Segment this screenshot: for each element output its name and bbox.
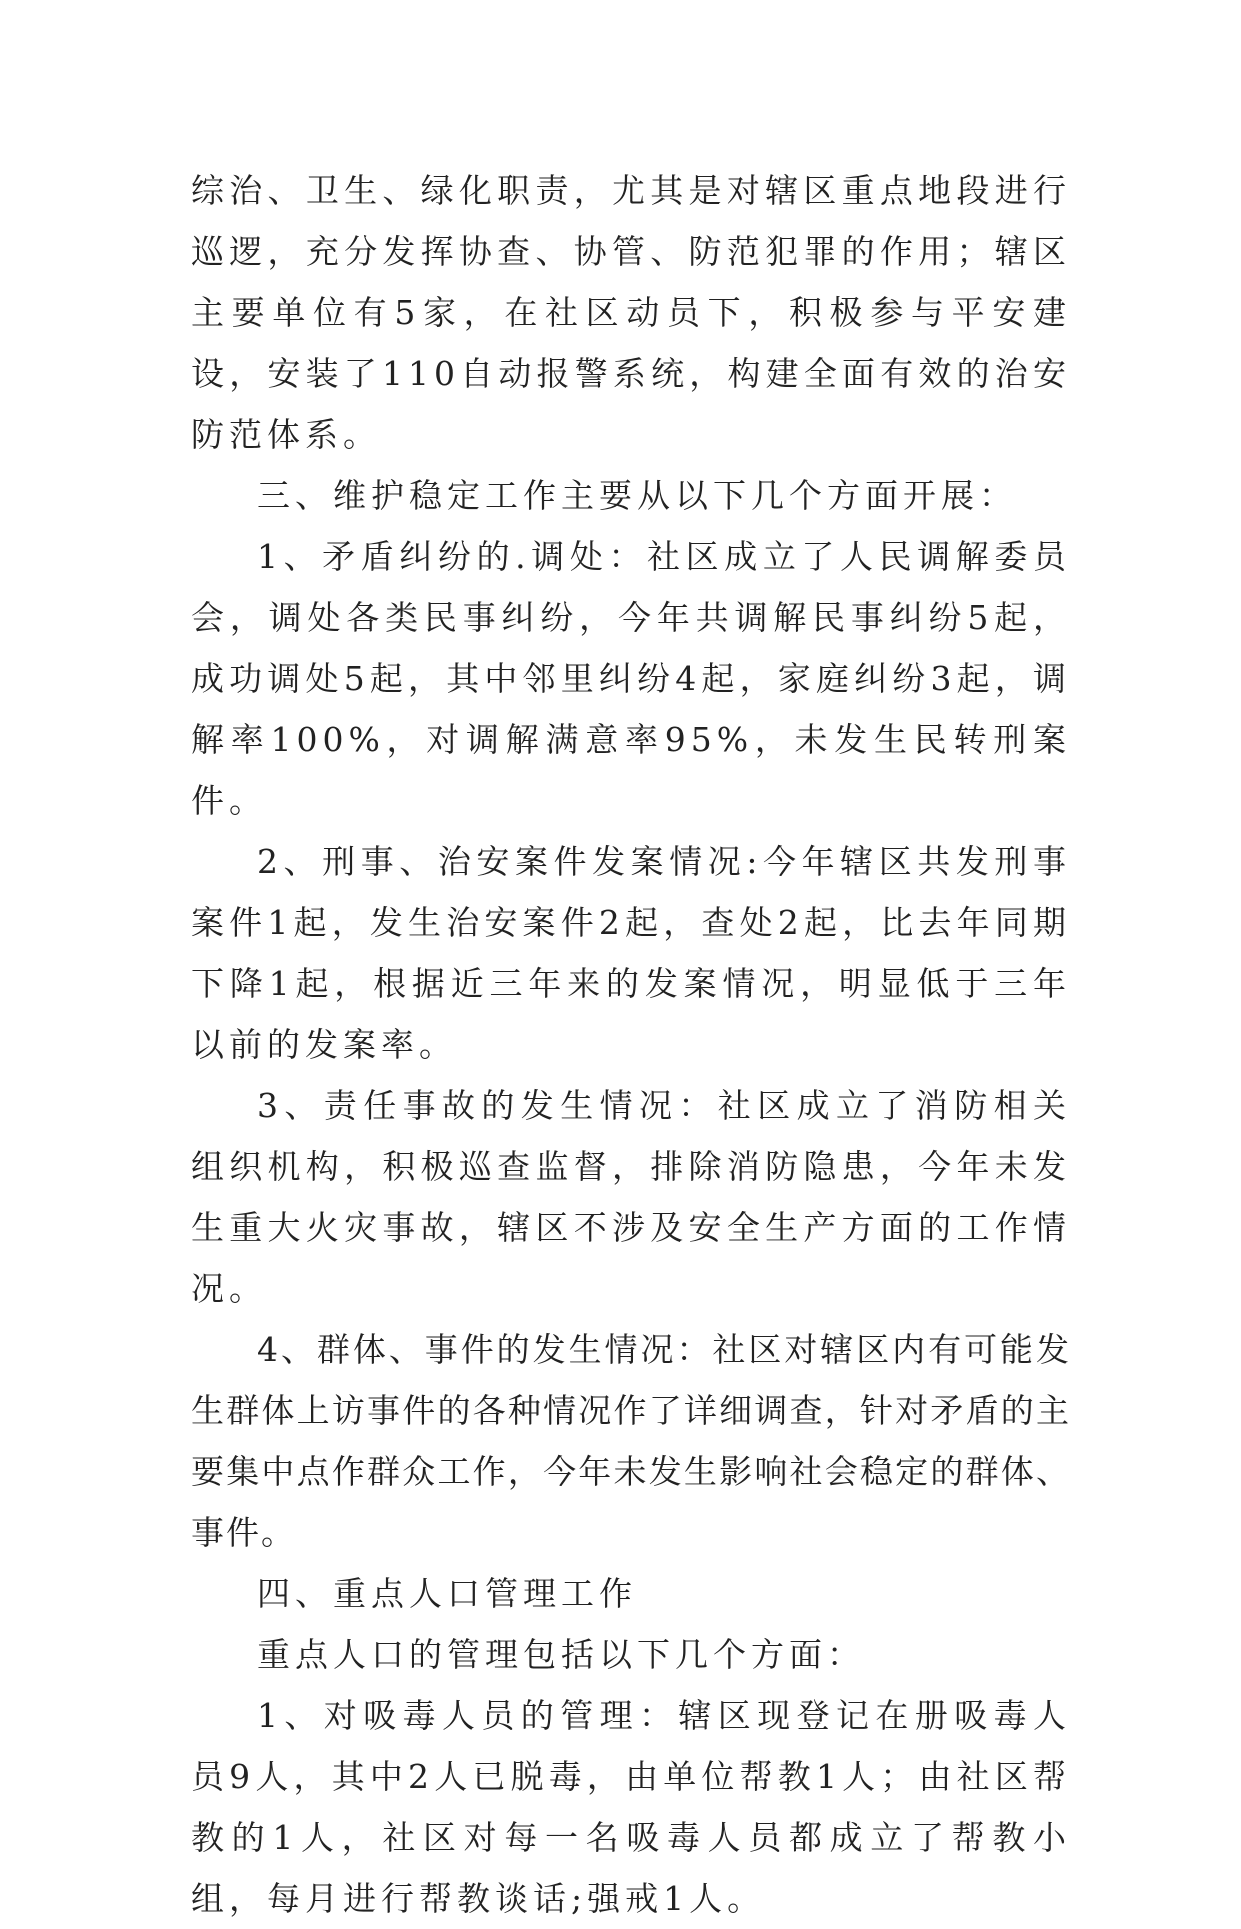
paragraph-accidents: 3、责任事故的发生情况：社区成立了消防相关组织机构，积极巡查监督，排除消防隐患，今年未发生重大火灾事故，辖区不涉及安全生产方面的工作情况。 — [191, 1086, 1071, 1308]
paragraph-dispute-mediation: 1、矛盾纠纷的.调处：社区成立了人民调解委员会，调处各类民事纠纷，今年共调解民事纠纷5起，成功调处5起，其中邻里纠纷4起，家庭纠纷3起，调解率100%，对调解满意率95%，未发生民转刑案件。 — [191, 537, 1071, 820]
paragraph-drug-users: 1、对吸毒人员的管理：辖区现登记在册吸毒人员9人，其中2人已脱毒，由单位帮教1人；由社区帮教的1人，社区对每一名吸毒人员都成立了帮教小组，每月进行帮教谈话;强戒1人。 — [191, 1696, 1071, 1918]
document-body — [191, 160, 1071, 1929]
paragraph-key-population-intro: 重点人口的管理包括以下几个方面： — [257, 1635, 865, 1674]
section-heading-3: 三、维护稳定工作主要从以下几个方面开展： — [257, 476, 1017, 515]
section-heading-4: 四、重点人口管理工作 — [257, 1574, 637, 1613]
paragraph-group-events: 4、群体、事件的发生情况：社区对辖区内有可能发生群体上访事件的各种情况作了详细调查，针对矛盾的主要集中点作群众工作，今年未发生影响社会稳定的群体、事件。 — [191, 1330, 1071, 1552]
paragraph-criminal-cases: 2、刑事、治安案件发案情况:今年辖区共发刑事案件1起，发生治安案件2起，查处2起，比去年同期下降1起，根据近三年来的发案情况，明显低于三年以前的发案率。 — [191, 842, 1071, 1064]
paragraph-continuation: 综治、卫生、绿化职责，尤其是对辖区重点地段进行巡逻，充分发挥协查、协管、防范犯罪的作用；辖区主要单位有5家，在社区动员下，积极参与平安建设，安装了110自动报警系统，构建全面有效的治安防范体系。 — [191, 171, 1071, 454]
